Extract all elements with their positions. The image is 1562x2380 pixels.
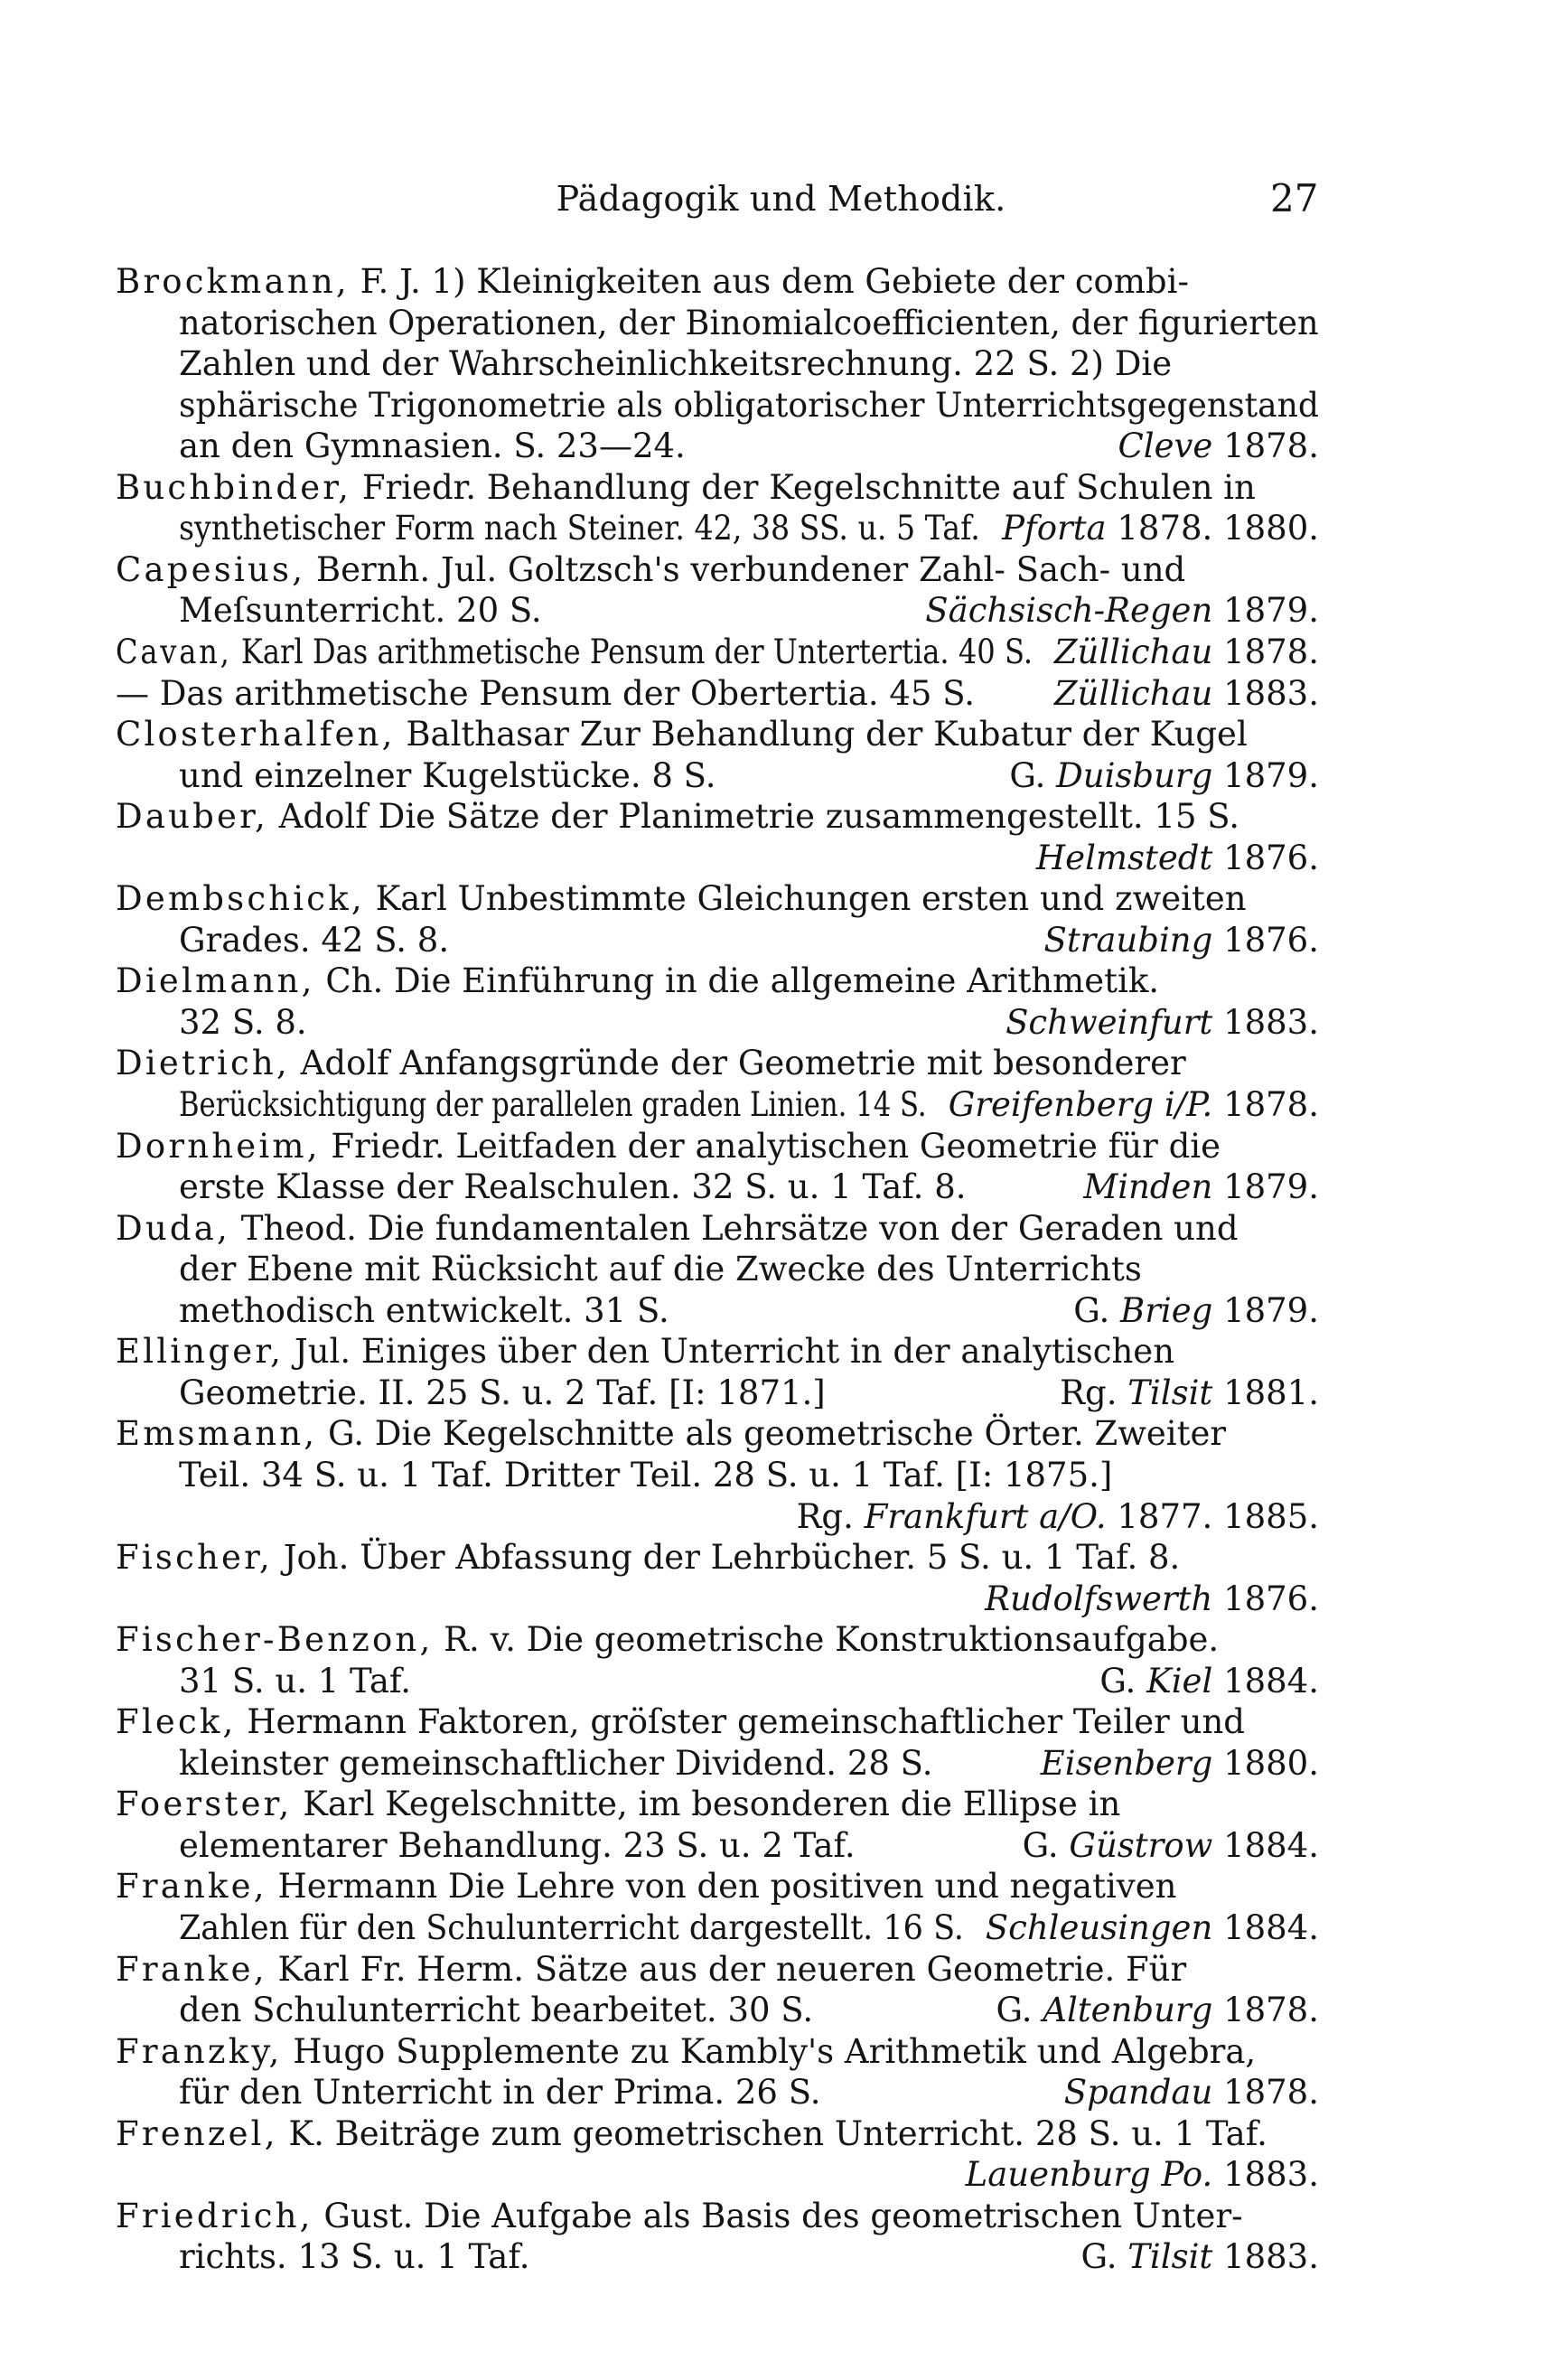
entry-line bbox=[0, 1165, 1562, 1210]
place-name: Züllichau bbox=[1053, 632, 1213, 671]
publication-info bbox=[1118, 424, 1319, 469]
title-text: Friedr. Leitfaden der analytischen Geometrie für die bbox=[320, 1126, 1221, 1166]
entry-line bbox=[0, 2029, 1562, 2075]
entry-line bbox=[0, 1864, 1562, 1909]
entry-text bbox=[179, 1906, 964, 1951]
entry-line bbox=[0, 1617, 1562, 1663]
publication-info bbox=[797, 1495, 1319, 1540]
place-name: Cleve bbox=[1118, 426, 1213, 466]
title-text: Zahlen für den Schulunterricht dargestellt. 16 S. bbox=[179, 1908, 964, 1947]
title-text: K. Beiträge zum geometrischen Unterricht. 28 S. u. 1 Taf. bbox=[277, 2113, 1267, 2153]
place-name: Schweinfurt bbox=[1005, 1002, 1213, 1042]
title-text: Grades. 42 S. 8. bbox=[179, 920, 450, 960]
title-text: G. Die Kegelschnitte als geometrische Örter. Zweiter bbox=[317, 1414, 1227, 1454]
author-name: Dornheim, bbox=[116, 1126, 321, 1166]
place-name: Lauenburg Po. bbox=[965, 2155, 1213, 2195]
author-name: Franzky, bbox=[116, 2031, 283, 2071]
author-name: Buchbinder, bbox=[116, 467, 352, 507]
publication-year: 1883. bbox=[1223, 2237, 1319, 2277]
title-text: Gust. Die Aufgabe als Basis des geometrischen Unter- bbox=[313, 2196, 1243, 2235]
place-name: G. Tilsit bbox=[1080, 2237, 1213, 2277]
entry-line bbox=[0, 548, 1562, 593]
entry-text bbox=[116, 259, 1189, 305]
author-name: Frenzel, bbox=[116, 2113, 278, 2153]
publication-info bbox=[1073, 1288, 1319, 1334]
title-text: den Schulunterricht bearbeitet. 30 S. bbox=[179, 1991, 814, 2030]
place-name: Minden bbox=[1083, 1167, 1213, 1207]
entry-line bbox=[0, 2070, 1562, 2115]
title-text: Hermann Die Lehre von den positiven und negativen bbox=[267, 1867, 1177, 1907]
entry-text bbox=[116, 1329, 1174, 1374]
entry-text bbox=[179, 2070, 820, 2115]
author-name: Fischer-Benzon, bbox=[116, 1620, 434, 1660]
publication-year: 1878. 1880. bbox=[1117, 509, 1319, 548]
publication-info bbox=[1002, 506, 1319, 551]
title-text: Theod. Die fundamentalen Lehrsätze von der Geraden und bbox=[230, 1208, 1239, 1248]
publication-info bbox=[1054, 630, 1319, 675]
entry-line bbox=[0, 959, 1562, 1004]
entry-text bbox=[116, 671, 975, 717]
publication-year: 1878. bbox=[1223, 632, 1319, 671]
entry-line bbox=[0, 671, 1562, 717]
entry-line bbox=[0, 2194, 1562, 2239]
entry-line bbox=[0, 712, 1562, 757]
entry-text bbox=[116, 1124, 1221, 1169]
title-text: F. J. 1) Kleinigkeiten aus dem Gebiete der combi- bbox=[349, 262, 1189, 301]
entry-text bbox=[116, 1782, 1120, 1827]
entry-line bbox=[0, 1823, 1562, 1869]
publication-info bbox=[949, 1082, 1319, 1128]
title-text: Balthasar Zur Behandlung der Kubatur der Kugel bbox=[395, 715, 1248, 754]
entry-line bbox=[0, 630, 1562, 675]
entry-line bbox=[0, 836, 1562, 881]
entry-line bbox=[0, 1741, 1562, 1786]
entry-line bbox=[0, 1041, 1562, 1086]
author-name: Ellinger, bbox=[116, 1332, 285, 1372]
entry-line bbox=[0, 301, 1562, 346]
entry-text bbox=[116, 548, 1185, 593]
entry-line bbox=[0, 1000, 1562, 1045]
title-text: Ch. Die Einführung in die allgemeine Arithmetik. bbox=[314, 961, 1160, 1001]
publication-year: 1880. bbox=[1223, 1743, 1319, 1783]
entry-text bbox=[116, 794, 1239, 839]
title-text: sphärische Trigonometrie als obligatorischer Unterrichtsgegenstand bbox=[179, 385, 1319, 425]
entry-line bbox=[0, 1577, 1562, 1622]
entry-line bbox=[0, 1082, 1562, 1128]
author-name: Franke, bbox=[116, 1867, 267, 1907]
entry-text bbox=[179, 1659, 411, 1704]
entry-text bbox=[116, 959, 1159, 1004]
entry-text bbox=[179, 1165, 967, 1210]
entry-line bbox=[0, 1700, 1562, 1745]
author-name: Emsmann, bbox=[116, 1414, 318, 1454]
publication-info bbox=[1064, 2070, 1319, 2115]
title-text: Hugo Supplemente zu Kambly's Arithmetik und Algebra, bbox=[282, 2031, 1257, 2071]
publication-info bbox=[1009, 754, 1319, 799]
place-name: Züllichau bbox=[1053, 673, 1213, 713]
entry-text bbox=[116, 630, 1033, 675]
publication-year: 1878. bbox=[1223, 426, 1319, 466]
entry-text bbox=[116, 1617, 1219, 1663]
entry-line bbox=[0, 918, 1562, 963]
entry-text bbox=[179, 2235, 530, 2280]
author-name: Capesius, bbox=[116, 549, 306, 589]
entry-line bbox=[0, 259, 1562, 305]
title-text: kleinster gemeinschaftlicher Dividend. 28 S. bbox=[179, 1743, 933, 1783]
title-text: Adolf Die Sätze der Planimetrie zusammengestellt. 15 S. bbox=[267, 797, 1240, 837]
publication-info bbox=[1080, 2235, 1319, 2280]
entry-line bbox=[0, 1535, 1562, 1580]
title-text: Geometrie. II. 25 S. u. 2 Taf. [I: 1871.] bbox=[179, 1373, 826, 1412]
entry-text bbox=[116, 465, 1256, 511]
place-name: Sächsisch-Regen bbox=[925, 591, 1213, 631]
place-name: G. Kiel bbox=[1099, 1661, 1213, 1701]
author-name: Cavan, bbox=[116, 632, 232, 671]
title-text: 31 S. u. 1 Taf. bbox=[179, 1661, 412, 1701]
title-text: Jul. Einiges über den Unterricht in der analytischen bbox=[284, 1332, 1175, 1372]
title-text: richts. 13 S. u. 1 Taf. bbox=[179, 2237, 530, 2277]
entry-line bbox=[0, 383, 1562, 428]
entry-text bbox=[116, 1864, 1176, 1909]
publication-year: 1876. bbox=[1223, 1579, 1319, 1618]
entry-line bbox=[0, 424, 1562, 469]
entry-text bbox=[179, 506, 980, 551]
entry-line bbox=[0, 1329, 1562, 1374]
title-text: an den Gymnasien. S. 23—24. bbox=[179, 426, 686, 466]
entry-line bbox=[0, 506, 1562, 551]
publication-info bbox=[966, 2152, 1319, 2197]
place-name: Rg. Tilsit bbox=[1060, 1373, 1213, 1412]
entry-line bbox=[0, 754, 1562, 799]
publication-year: 1884. bbox=[1223, 1661, 1319, 1701]
entry-line bbox=[0, 1782, 1562, 1827]
running-header: Pädagogik und Methodik. bbox=[556, 179, 1006, 219]
publication-info bbox=[1041, 1741, 1319, 1786]
author-name: Dielmann, bbox=[116, 961, 315, 1001]
title-text: Karl Kegelschnitte, im besonderen die Ellipse in bbox=[292, 1785, 1121, 1824]
title-text: 32 S. 8. bbox=[179, 1002, 307, 1042]
entry-text bbox=[116, 2112, 1267, 2157]
title-text: synthetischer Form nach Steiner. 42, 38 SS. u. 5 Taf. bbox=[179, 509, 980, 548]
place-name: Eisenberg bbox=[1040, 1743, 1213, 1783]
entry-line bbox=[0, 1906, 1562, 1951]
publication-year: 1878. bbox=[1223, 2073, 1319, 2113]
title-text: natorischen Operationen, der Binomialcoefficienten, der figurierten bbox=[179, 303, 1319, 342]
publication-info bbox=[925, 588, 1319, 633]
publication-info bbox=[1083, 1165, 1319, 1210]
title-text: Karl Das arithmetische Pensum der Untertertia. 40 S. bbox=[231, 632, 1034, 671]
entry-text bbox=[179, 1371, 826, 1416]
entry-text bbox=[179, 1988, 813, 2033]
entry-line bbox=[0, 1988, 1562, 2033]
place-name: G. Duisburg bbox=[1009, 755, 1213, 795]
entry-line bbox=[0, 2235, 1562, 2280]
author-name: Dietrich, bbox=[116, 1044, 290, 1083]
author-name: Friedrich, bbox=[116, 2196, 313, 2235]
author-name: Dauber, bbox=[116, 797, 268, 837]
entry-line bbox=[0, 1659, 1562, 1704]
entry-text bbox=[116, 2029, 1256, 2075]
entry-line bbox=[0, 1453, 1562, 1498]
entry-text bbox=[179, 1288, 669, 1334]
publication-info bbox=[1005, 1000, 1319, 1045]
entry-text bbox=[179, 1000, 307, 1045]
title-text: Friedr. Behandlung der Kegelschnitte auf Schulen in bbox=[351, 467, 1256, 507]
publication-year: 1879. bbox=[1223, 591, 1319, 631]
title-text: Bernh. Jul. Goltzsch's verbundener Zahl- Sach- und bbox=[305, 549, 1186, 589]
place-name: Spandau bbox=[1063, 2073, 1213, 2113]
publication-year: 1878. bbox=[1223, 1085, 1319, 1124]
entry-text bbox=[116, 712, 1248, 757]
title-text: Meſsunterricht. 20 S. bbox=[179, 591, 542, 631]
title-text: Joh. Über Abfassung der Lehrbücher. 5 S. u. 1 Taf. 8. bbox=[272, 1538, 1181, 1578]
title-text: Hermann Faktoren, gröſster gemeinschaftlicher Teiler und bbox=[236, 1702, 1245, 1742]
entry-line bbox=[0, 1288, 1562, 1334]
publication-year: 1884. bbox=[1223, 1825, 1319, 1865]
entry-text bbox=[179, 1453, 1112, 1498]
place-name: Helmstedt bbox=[1035, 838, 1213, 877]
title-text: Adolf Anfangsgründe der Geometrie mit besonderer bbox=[289, 1044, 1186, 1083]
entry-line bbox=[0, 1206, 1562, 1251]
publication-year: 1876. bbox=[1223, 920, 1319, 960]
publication-info bbox=[996, 1988, 1319, 2033]
publication-year: 1884. bbox=[1223, 1908, 1319, 1947]
entry-line bbox=[0, 1495, 1562, 1540]
author-name: Fleck, bbox=[116, 1702, 237, 1742]
title-text: erste Klasse der Realschulen. 32 S. u. 1 Taf. 8. bbox=[179, 1167, 967, 1207]
page-number: 27 bbox=[1270, 176, 1319, 220]
entry-line bbox=[0, 588, 1562, 633]
place-name: Pforta bbox=[1002, 509, 1107, 548]
entry-line bbox=[0, 1124, 1562, 1169]
publication-year: 1877. 1885. bbox=[1117, 1496, 1319, 1536]
author-name: Duda, bbox=[116, 1208, 230, 1248]
publication-info bbox=[1054, 671, 1319, 717]
place-name: Schleusingen bbox=[985, 1908, 1213, 1947]
author-name: Brockmann, bbox=[116, 262, 350, 301]
publication-year: 1883. bbox=[1223, 1002, 1319, 1042]
publication-info bbox=[1099, 1659, 1319, 1704]
entry-text bbox=[179, 754, 716, 799]
entry-text bbox=[179, 1247, 1142, 1292]
place-name: Greifenberg i/P. bbox=[948, 1085, 1213, 1124]
publication-year: 1879. bbox=[1223, 1290, 1319, 1330]
title-text: der Ebene mit Rücksicht auf die Zwecke des Unterrichts bbox=[179, 1250, 1142, 1289]
entry-line bbox=[0, 2152, 1562, 2197]
title-text: Karl Fr. Herm. Sätze aus der neueren Geometrie. Für bbox=[267, 1949, 1187, 1989]
publication-year: 1883. bbox=[1223, 673, 1319, 713]
entry-line bbox=[0, 1371, 1562, 1416]
entry-text bbox=[116, 1947, 1186, 1992]
entry-text bbox=[179, 342, 1172, 387]
entry-line bbox=[0, 2112, 1562, 2157]
title-text: R. v. Die geometrische Konstruktionsaufgabe. bbox=[433, 1620, 1220, 1660]
entry-line bbox=[0, 876, 1562, 922]
place-name: G. Altenburg bbox=[996, 1991, 1213, 2030]
title-text: für den Unterricht in der Prima. 26 S. bbox=[179, 2073, 821, 2113]
entry-text bbox=[179, 1741, 932, 1786]
publication-info bbox=[986, 1906, 1319, 1951]
title-text: — Das arithmetische Pensum der Obertertia. 45 S. bbox=[116, 673, 976, 713]
place-name: Rg. Frankfurt a/O. bbox=[796, 1496, 1107, 1536]
entry-line bbox=[0, 794, 1562, 839]
entry-text bbox=[116, 1411, 1226, 1457]
entry-text bbox=[116, 1041, 1186, 1086]
entry-text bbox=[116, 1535, 1180, 1580]
title-text: und einzelner Kugelstücke. 8 S. bbox=[179, 755, 716, 795]
entry-line bbox=[0, 342, 1562, 387]
place-name: G. Brieg bbox=[1073, 1290, 1213, 1330]
publication-info bbox=[1060, 1371, 1319, 1416]
author-name: Franke, bbox=[116, 1949, 267, 1989]
title-text: Zahlen und der Wahrscheinlichkeitsrechnung. 22 S. 2) Die bbox=[179, 344, 1173, 384]
entry-line bbox=[0, 1411, 1562, 1457]
entry-line bbox=[0, 465, 1562, 511]
entry-text bbox=[179, 383, 1319, 428]
entry-text bbox=[179, 588, 542, 633]
entry-text bbox=[179, 1823, 856, 1869]
author-name: Fischer, bbox=[116, 1538, 273, 1578]
entry-text bbox=[179, 301, 1319, 346]
publication-info bbox=[985, 1577, 1319, 1622]
publication-info bbox=[1023, 1823, 1319, 1869]
publication-year: 1883. bbox=[1223, 2155, 1319, 2195]
place-name: Straubing bbox=[1043, 920, 1213, 960]
author-name: Closterhalfen, bbox=[116, 715, 396, 754]
entry-text bbox=[116, 876, 1247, 922]
entry-text bbox=[179, 1082, 927, 1128]
entry-line bbox=[0, 1947, 1562, 1992]
author-name: Dembschick, bbox=[116, 879, 365, 919]
title-text: methodisch entwickelt. 31 S. bbox=[179, 1290, 669, 1330]
publication-year: 1878. bbox=[1223, 1991, 1319, 2030]
entry-text bbox=[179, 424, 686, 469]
place-name: G. Güstrow bbox=[1022, 1825, 1213, 1865]
place-name: Rudolfswerth bbox=[985, 1579, 1213, 1618]
author-name: Foerster, bbox=[116, 1785, 293, 1824]
publication-info bbox=[1036, 836, 1319, 881]
publication-year: 1879. bbox=[1223, 755, 1319, 795]
publication-year: 1881. bbox=[1223, 1373, 1319, 1412]
entry-text bbox=[116, 1206, 1239, 1251]
publication-info bbox=[1043, 918, 1319, 963]
entry-line bbox=[0, 1247, 1562, 1292]
title-text: elementarer Behandlung. 23 S. u. 2 Taf. bbox=[179, 1825, 856, 1865]
entry-text bbox=[179, 918, 449, 963]
entry-text bbox=[116, 1700, 1245, 1745]
entry-text bbox=[116, 2194, 1243, 2239]
title-text: Berücksichtigung der parallelen graden Linien. 14 S. bbox=[179, 1085, 927, 1124]
title-text: Karl Unbestimmte Gleichungen ersten und zweiten bbox=[364, 879, 1247, 919]
publication-year: 1879. bbox=[1223, 1167, 1319, 1207]
title-text: Teil. 34 S. u. 1 Taf. Dritter Teil. 28 S. u. 1 Taf. [I: 1875.] bbox=[179, 1455, 1113, 1495]
publication-year: 1876. bbox=[1223, 838, 1319, 877]
